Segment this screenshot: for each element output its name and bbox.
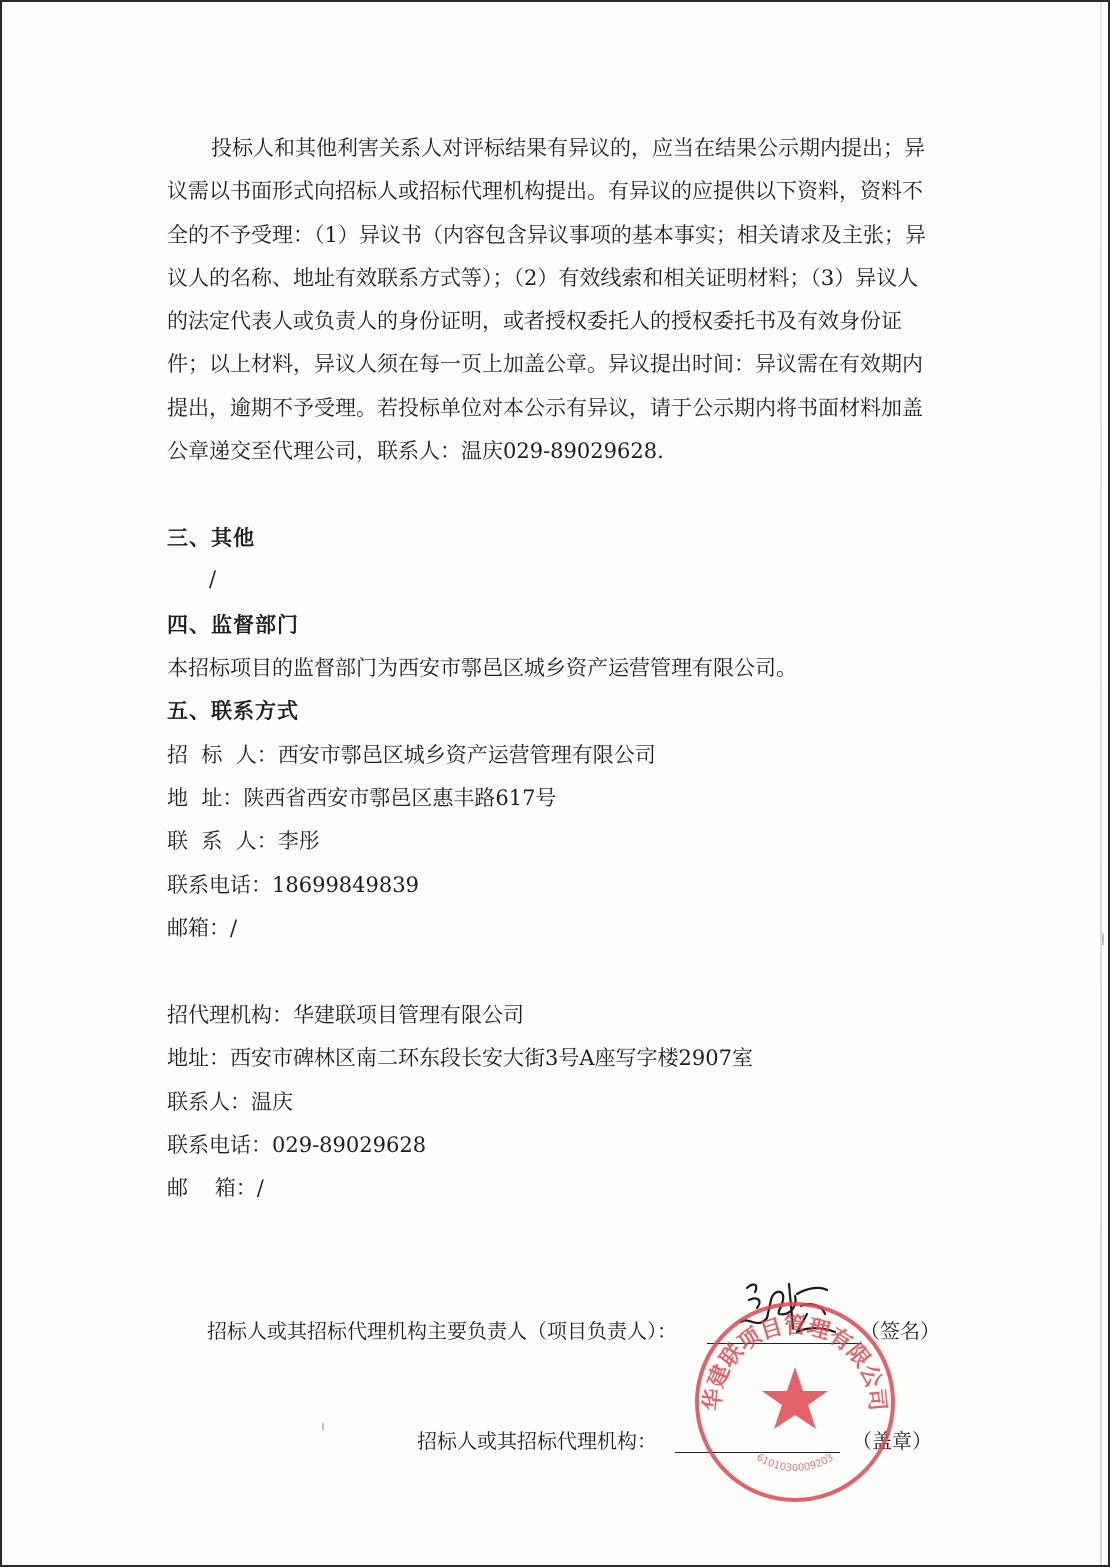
agency-contact-person: 联系人：温庆 (167, 1090, 293, 1114)
scan-speck (1102, 932, 1104, 946)
tenderer-contact-person: 联 系 人：李彤 (167, 829, 320, 853)
section-supervision-heading: 四、监督部门 (167, 612, 299, 637)
section-other-content: / (209, 567, 217, 591)
agency-name: 招代理机构：华建联项目管理有限公司 (167, 1003, 524, 1027)
signature-suffix: （签名） (860, 1319, 940, 1343)
section-other-heading: 三、其他 (167, 525, 255, 550)
stamp-text: 华建联项目管理有限公司 (700, 1313, 890, 1412)
tenderer-address: 地 址：陕西省西安市鄠邑区惠丰路617号 (167, 786, 557, 810)
supervision-text: 本招标项目的监督部门为西安市鄠邑区城乡资产运营管理有限公司。 (167, 656, 797, 680)
section-contact-heading: 五、联系方式 (167, 698, 299, 723)
tenderer-name: 招 标 人：西安市鄠邑区城乡资产运营管理有限公司 (167, 743, 656, 767)
svg-text:6101030009203 (754, 1452, 835, 1474)
stamp-code: 6101030009203 (754, 1452, 836, 1474)
scan-edge (1100, 2, 1102, 1565)
objection-paragraph (167, 127, 937, 473)
signature-label: 招标人或其招标代理机构主要负责人（项目负责人）： (207, 1319, 677, 1343)
agency-phone: 联系电话：029-89029628 (167, 1133, 427, 1157)
agency-email: 邮 箱：/ (167, 1176, 264, 1200)
seal-suffix: （盖章） (852, 1429, 932, 1453)
objection-text: 投标人和其他利害关系人对评标结果有异议的，应当在结果公示期内提出；异议需以书面形式向招标人或招标代理机构提出。有异议的应提供以下资料，资料不全的不予受理：（1）异议书（内容包含异议事项的基本事实；相关请求及主张；异议人的名称、地址有效联系方式等）；（2）有效线索和相关证明材料；（3）异议人的法定代表人或负责人的身份证明，或者授权委托人的授权委托书及有效身份证件；以上材料，异议人须在每一页上加盖公章。异议提出时间：异议需在有效期内提出，逾期不予受理。若投标单位对本公示有异议，请于公示期内将书面材料加盖公章递交至代理公司，联系人：温庆029-89029628. (167, 136, 926, 464)
company-stamp (690, 1297, 900, 1507)
seal-label: 招标人或其招标代理机构： (417, 1429, 657, 1453)
tenderer-email: 邮箱：/ (167, 916, 238, 940)
agency-address: 地址：西安市碑林区南二环东段长安大街3号A座写字楼2907室 (167, 1046, 753, 1070)
scan-speck (322, 1422, 324, 1431)
tenderer-phone: 联系电话：18699849839 (167, 873, 419, 897)
